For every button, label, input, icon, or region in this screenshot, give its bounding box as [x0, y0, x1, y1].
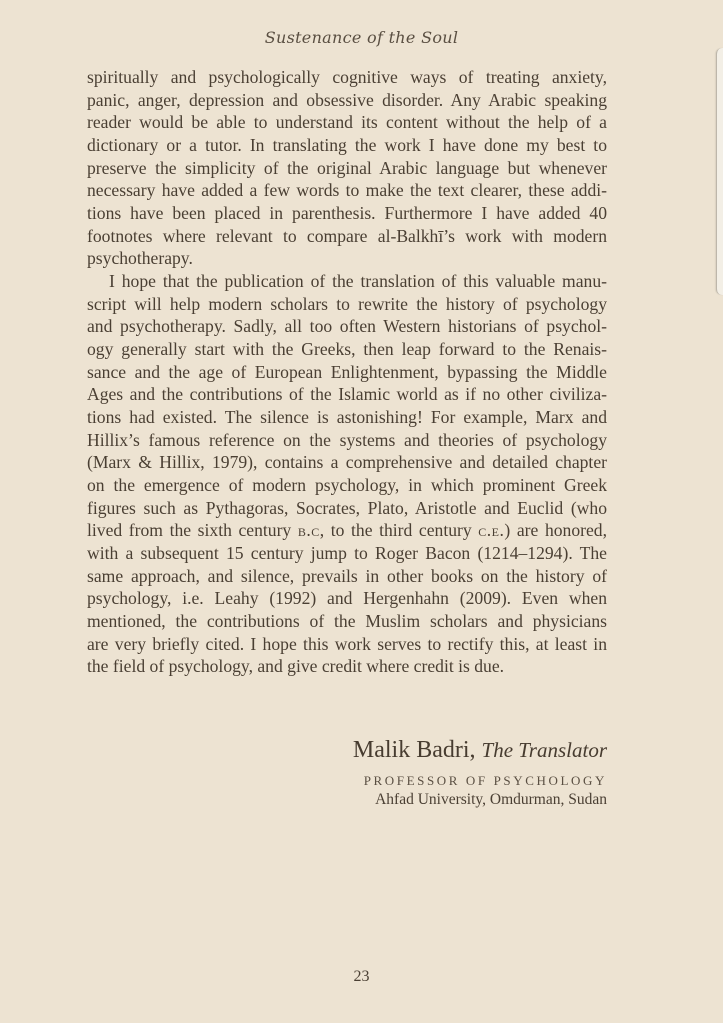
text-line: with a subsequent 15 century jump to Roger Bacon (1214–1294). The — [87, 543, 607, 564]
text-line-smallcaps — [87, 519, 607, 542]
signature-block — [353, 734, 607, 810]
text-line: panic, anger, depression and obsessive disorder. Any Arabic speaking — [87, 89, 607, 110]
text-line: (Marx & Hillix, 1979), contains a comprehensive and detailed chapter — [87, 452, 607, 473]
text-line: preserve the simplicity of the original Arabic language but whenever — [87, 157, 607, 178]
text-line: Ages and the contributions of the Islamic world as if no other civiliza- — [87, 384, 607, 405]
author-role: The Translator — [481, 738, 607, 762]
text-line: tions have been placed in parenthesis. Furthermore I have added 40 — [87, 203, 607, 224]
text-line: dictionary or a tutor. In translating the work I have done my best to — [87, 135, 607, 156]
text-line: psychology, i.e. Leahy (1992) and Hergenhahn (2009). Even when — [87, 588, 607, 609]
text-line: psychotherapy. — [87, 248, 193, 269]
text-line: Hillix’s famous reference on the systems and theories of psychology — [87, 429, 607, 450]
paragraph-2 — [87, 270, 607, 678]
author-title: PROFESSOR OF PSYCHOLOGY — [363, 773, 607, 788]
era-abbrev-ce: c.e. — [478, 520, 505, 541]
text-line: on the emergence of modern psychology, in which prominent Greek — [87, 475, 607, 496]
text-line: necessary have added a few words to make the text clearer, these addi- — [87, 180, 607, 201]
text-line: I hope that the publication of the translation of this valuable manu- — [109, 271, 607, 292]
text-line: the field of psychology, and give credit where credit is due. — [87, 656, 505, 677]
page-number: 23 — [353, 968, 370, 985]
text-line: same approach, and silence, prevails in other books on the history of — [87, 565, 607, 586]
text-line: footnotes where relevant to compare al-Balkhī’s work with modern — [87, 225, 607, 246]
text-line: spiritually and psychologically cognitive ways of treating anxiety, — [87, 67, 607, 87]
text-line: script will help modern scholars to rewrite the history of psychology — [87, 293, 607, 314]
page-edge-scroll-tab[interactable] — [716, 48, 723, 295]
text-line: tions had existed. The silence is astonishing! For example, Marx and — [87, 407, 607, 428]
text-line: sance and the age of European Enlightenment, bypassing the Middle — [87, 361, 607, 382]
text-line: are very briefly cited. I hope this work serves to rectify this, at least in — [87, 633, 607, 654]
text-line: ogy generally start with the Greeks, then leap forward to the Renais- — [87, 339, 607, 360]
era-abbrev-bc: b.c — [297, 520, 320, 541]
text-line: reader would be able to understand its content without the help of a — [87, 112, 607, 133]
author-name: Malik Badri, — [352, 737, 476, 763]
text-fragment: lived from the sixth century — [87, 520, 298, 541]
text-line: and psychotherapy. Sadly, all too often Western historians of psychol- — [87, 316, 607, 337]
text-line: mentioned, the contributions of the Muslim scholars and physicians — [87, 611, 607, 632]
running-head-title: Sustenance of the Soul — [264, 28, 459, 47]
paragraph-1 — [87, 66, 607, 270]
text-fragment: ) are honored, — [504, 520, 607, 541]
body-text — [87, 66, 607, 678]
text-line: figures such as Pythagoras, Socrates, Plato, Aristotle and Euclid (who — [87, 497, 607, 518]
author-affiliation: Ahfad University, Omdurman, Sudan — [375, 791, 607, 808]
text-fragment: , to the third century — [319, 520, 479, 541]
